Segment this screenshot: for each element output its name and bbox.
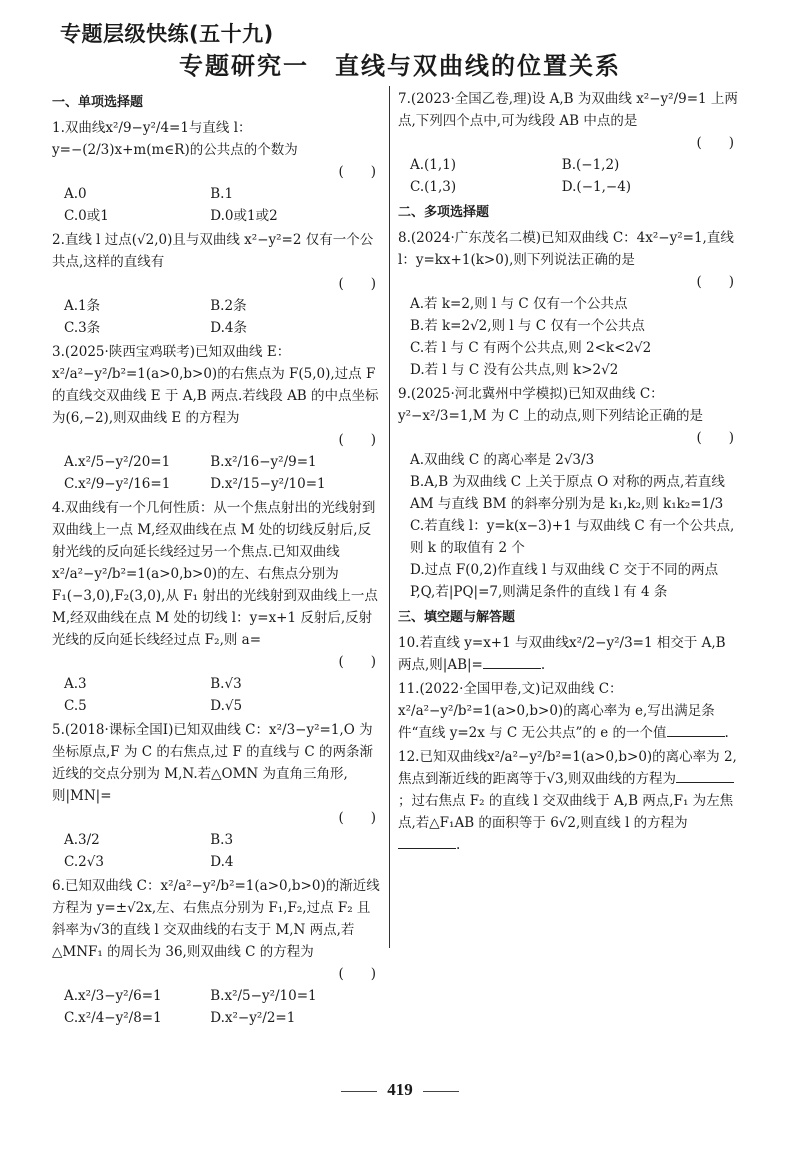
option-a: A.0 [64,186,87,202]
footer-dash [341,1091,377,1092]
question-stem: 1.双曲线x²/9−y²/4=1与直线 l：y=−(2/3)x+m(m∈R)的公共点的个数为 [52,120,298,158]
option-c: C.0或1 [64,208,109,224]
option-d: D.过点 F(0,2)作直线 l 与双曲线 C 交于不同的两点 P,Q,若|PQ|=7,则满足条件的直线 l 有 4 条 [410,562,719,600]
option-c: C.若 l 与 C 有两个公共点,则 2<k<2√2 [410,340,652,356]
question-8 [398,227,740,381]
answer-bracket: ( ) [696,274,734,290]
question-4 [52,497,382,717]
option-c: C.x²/9−y²/16=1 [64,476,171,492]
question-5 [52,719,382,873]
option-c: C.3条 [64,320,101,336]
answer-blank[interactable] [483,654,541,669]
option-d: D.4条 [210,320,247,336]
left-column [52,88,382,1031]
option-a: A.3/2 [64,832,100,848]
section-single-choice: 一、单项选择题 [52,95,144,110]
period: . [724,725,729,741]
option-d: D.x²/15−y²/10=1 [210,476,326,492]
section-header: 专题层级快练(五十九) [60,22,274,46]
question-stem: 7.(2023·全国乙卷,理)设 A,B 为双曲线 x²−y²/9=1 上两点,下列四个点中,可为线段 AB 中点的是 [398,91,738,129]
option-b: B.1 [210,186,234,202]
option-b: B.x²/5−y²/10=1 [210,988,317,1004]
answer-bracket: ( ) [338,432,376,448]
question-stem: 8.(2024·广东茂名二模)已知双曲线 C：4x²−y²=1,直线 l：y=kx+1(k>0),则下列说法正确的是 [398,230,734,268]
question-1 [52,117,382,227]
question-stem: 5.(2018·课标全国Ⅰ)已知双曲线 C：x²/3−y²=1,O 为坐标原点,F 为 C 的右焦点,过 F 的直线与 C 的两条渐近线的交点分别为 M,N.若△OMN 为直角三角形,则|MN|= [52,722,374,804]
question-stem: 9.(2025·河北冀州中学模拟)已知双曲线 C：y²−x²/3=1,M 为 C 上的动点,则下列结论正确的是 [398,386,704,424]
page-number-footer [0,1080,800,1100]
option-b: B.2条 [210,298,247,314]
option-d: D.x²−y²/2=1 [210,1010,296,1026]
question-stem: 4.双曲线有一个几何性质：从一个焦点射出的光线射到双曲线上一点 M,经双曲线在点 M 处的切线反射后,反射光线的反向延长线经过另一个焦点.已知双曲线x²/a²−y²/b²=1(a>0,b>0)的左、右焦点分别为 F₁(−3,0),F₂(3,0),从 F₁ 射出的光线射到双曲线上一点 M,经双曲线在点 M 处的切线 l：y=x+1 反射后,反射光线的反向延长线经过点 F₂,则 a= [52,500,378,648]
answer-bracket: ( ) [338,654,376,670]
answer-blank[interactable] [398,834,456,849]
question-7 [398,88,740,198]
footer-dash [423,1091,459,1092]
page-number: 419 [387,1080,413,1099]
answer-blank[interactable] [676,768,734,783]
option-d: D.(−1,−4) [561,179,632,195]
option-c: C.2√3 [64,854,104,870]
question-10 [398,632,740,676]
option-b: B.A,B 为双曲线 C 上关于原点 O 对称的两点,若直线 AM 与直线 BM 的斜率分别为是 k₁,k₂,则 k₁k₂=1/3 [410,474,725,512]
option-a: A.双曲线 C 的离心率是 2√3/3 [410,452,595,468]
answer-blank[interactable] [667,722,725,737]
option-a: A.1条 [64,298,101,314]
option-d: D.4 [210,854,234,870]
option-a: A.x²/3−y²/6=1 [64,988,162,1004]
option-c: C.若直线 l：y=k(x−3)+1 与双曲线 C 有一个公共点,则 k 的取值有 2 个 [410,518,735,556]
question-3 [52,341,382,495]
question-stem-continued: ；过右焦点 F₂ 的直线 l 交双曲线于 A,B 两点,F₁ 为左焦点,若△F₁AB 的面积等于 6√2,则直线 l 的方程为 [398,793,734,831]
question-12 [398,746,740,856]
question-stem: 12.已知双曲线x²/a²−y²/b²=1(a>0,b>0)的离心率为 2,焦点到渐近线的距离等于√3,则双曲线的方程为 [398,749,737,787]
section-multiple-choice: 二、多项选择题 [398,205,490,220]
answer-bracket: ( ) [696,135,734,151]
option-d: D.0或1或2 [210,208,278,224]
option-b: B.3 [210,832,234,848]
right-column [398,88,740,858]
question-stem: 10.若直线 y=x+1 与双曲线x²/2−y²/3=1 相交于 A,B 两点,则|AB|= [398,635,726,673]
option-c: C.(1,3) [410,179,457,195]
question-stem: 3.(2025·陕西宝鸡联考)已知双曲线 E：x²/a²−y²/b²=1(a>0,b>0)的右焦点为 F(5,0),过点 F 的直线交双曲线 E 于 A,B 两点.若线段 AB 的中点坐标为(6,−2),则双曲线 E 的方程为 [52,344,379,426]
option-b: B.√3 [210,676,242,692]
option-a: A.x²/5−y²/20=1 [64,454,171,470]
answer-bracket: ( ) [338,276,376,292]
option-a: A.若 k=2,则 l 与 C 仅有一个公共点 [410,296,628,312]
option-a: A.(1,1) [410,157,457,173]
option-d: D.若 l 与 C 没有公共点,则 k>2√2 [410,362,619,378]
option-c: C.x²/4−y²/8=1 [64,1010,162,1026]
answer-bracket: ( ) [338,966,376,982]
option-c: C.5 [64,698,87,714]
page-title: 专题研究一 直线与双曲线的位置关系 [179,52,621,80]
answer-bracket: ( ) [338,164,376,180]
question-stem: 2.直线 l 过点(√2,0)且与双曲线 x²−y²=2 仅有一个公共点,这样的直线有 [52,232,374,270]
answer-bracket: ( ) [696,430,734,446]
question-stem: 6.已知双曲线 C：x²/a²−y²/b²=1(a>0,b>0)的渐近线方程为 y=±√2x,左、右焦点分别为 F₁,F₂,过点 F₂ 且斜率为√3的直线 l 交双曲线的右支于 M,N 两点,若△MNF₁ 的周长为 36,则双曲线 C 的方程为 [52,878,380,960]
question-9 [398,383,740,603]
period: . [540,657,546,673]
answer-bracket: ( ) [338,810,376,826]
option-b: B.x²/16−y²/9=1 [210,454,317,470]
question-stem: 11.(2022·全国甲卷,文)记双曲线 C：x²/a²−y²/b²=1(a>0,b>0)的离心率为 e,写出满足条件“直线 y=2x 与 C 无公共点”的 e 的一个值 [398,681,715,741]
period: . [456,837,461,853]
column-divider [389,86,390,948]
question-2 [52,229,382,339]
question-6 [52,875,382,1029]
question-11 [398,678,740,744]
option-b: B.若 k=2√2,则 l 与 C 仅有一个公共点 [410,318,645,334]
option-b: B.(−1,2) [561,157,620,173]
section-fill-in: 三、填空题与解答题 [398,610,516,625]
option-a: A.3 [64,676,87,692]
option-d: D.√5 [210,698,243,714]
